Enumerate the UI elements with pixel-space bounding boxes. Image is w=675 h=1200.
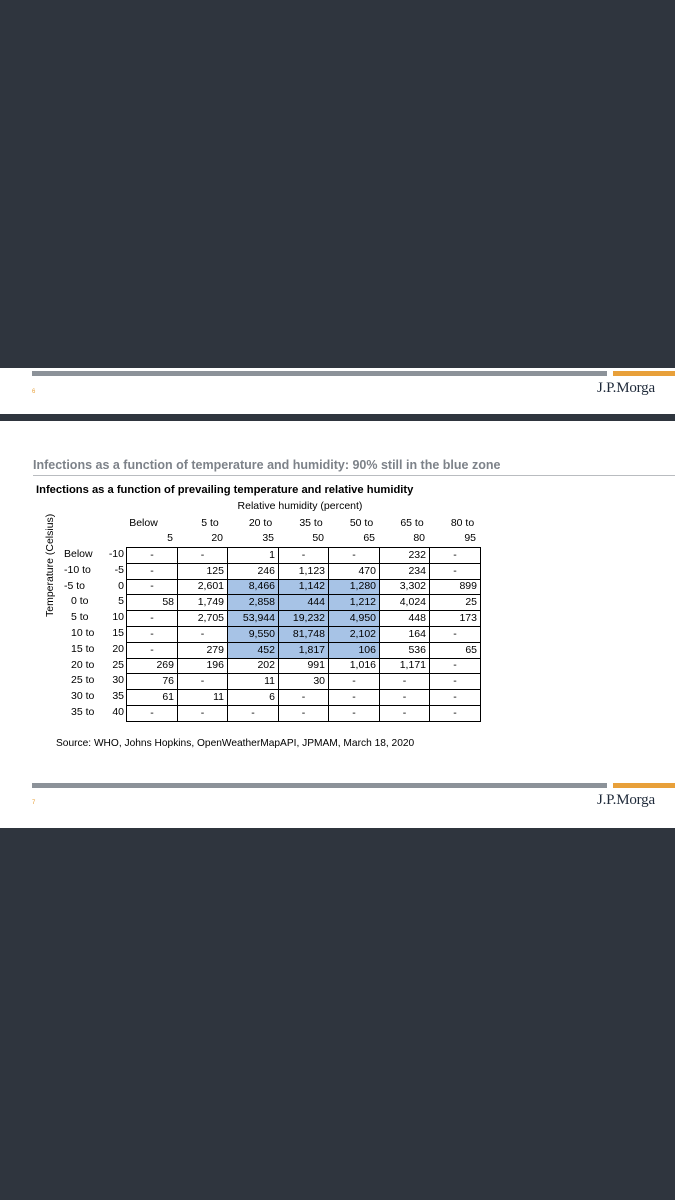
- data-table: [126, 547, 481, 722]
- table-cell: -: [279, 705, 329, 721]
- table-cell: 19,232: [279, 611, 329, 627]
- previous-slide-strip: [0, 368, 675, 414]
- table-cell: 8,466: [228, 579, 279, 595]
- table-row: [127, 548, 481, 564]
- table-cell: 1,016: [329, 658, 380, 674]
- table-cell: 2,705: [178, 611, 228, 627]
- table-row: [127, 658, 481, 674]
- table-cell: 234: [380, 563, 430, 579]
- column-header-line2: 20: [211, 532, 223, 544]
- table-cell: -: [279, 548, 329, 564]
- column-header-line1: 50 to: [349, 517, 374, 529]
- column-header-line1: 80 to: [450, 517, 475, 529]
- table-cell: -: [430, 626, 481, 642]
- row-label-from: 5 to: [71, 611, 89, 624]
- table-cell: -: [329, 705, 380, 721]
- table-cell: 1,749: [178, 595, 228, 611]
- table-row: [127, 579, 481, 595]
- row-label-to: 10: [112, 611, 124, 624]
- table-cell: 173: [430, 611, 481, 627]
- row-label-to: 30: [112, 674, 124, 687]
- row-axis-label: Temperature (Celsius): [44, 513, 56, 617]
- table-cell: 9,550: [228, 626, 279, 642]
- table-row: [127, 705, 481, 721]
- table-cell: 991: [279, 658, 329, 674]
- table-cell: 536: [380, 642, 430, 658]
- table-cell: 1,123: [279, 563, 329, 579]
- table-cell: 65: [430, 642, 481, 658]
- table-cell: -: [430, 658, 481, 674]
- row-label-to: 5: [118, 595, 124, 608]
- table-cell: -: [178, 674, 228, 690]
- table-cell: 444: [279, 595, 329, 611]
- row-label-from: -5 to: [64, 579, 86, 592]
- table-cell: -: [380, 705, 430, 721]
- row-label-to: -5: [114, 563, 124, 576]
- table-row: [127, 626, 481, 642]
- table-cell: 1,142: [279, 579, 329, 595]
- row-label-from: -10 to: [64, 563, 91, 576]
- brand-logo-text: J.P.Morga: [597, 792, 655, 808]
- page-number: 6: [32, 389, 36, 395]
- row-label-from: 15 to: [71, 642, 95, 655]
- table-cell: -: [127, 642, 178, 658]
- table-cell: 11: [228, 674, 279, 690]
- table-heading: Infections as a function of prevailing temperature and relative humidity: [36, 484, 414, 496]
- table-cell: 448: [380, 611, 430, 627]
- table-cell: 1,171: [380, 658, 430, 674]
- table-cell: -: [329, 548, 380, 564]
- column-header-line1: 5 to: [201, 517, 219, 529]
- table-cell: -: [430, 674, 481, 690]
- table-cell: 25: [430, 595, 481, 611]
- page-number: 7: [32, 800, 36, 806]
- table-cell: 1: [228, 548, 279, 564]
- table-cell: 232: [380, 548, 430, 564]
- table-cell: 81,748: [279, 626, 329, 642]
- row-label-to: 0: [118, 579, 124, 592]
- row-label-from: 30 to: [71, 690, 95, 703]
- column-header-line1: Below: [129, 517, 158, 529]
- table-cell: -: [329, 674, 380, 690]
- footer-rule-orange: [613, 783, 675, 788]
- table-cell: -: [127, 563, 178, 579]
- table-cell: 6: [228, 690, 279, 706]
- table-cell: -: [178, 548, 228, 564]
- column-header-line2: 50: [312, 532, 324, 544]
- row-label-from: 10 to: [71, 627, 95, 639]
- table-cell: 164: [380, 626, 430, 642]
- column-group-label: Relative humidity (percent): [237, 500, 363, 512]
- table-cell: 3,302: [380, 579, 430, 595]
- table-cell: 470: [329, 563, 380, 579]
- row-label-to: 40: [112, 706, 124, 718]
- table-cell: -: [178, 626, 228, 642]
- table-cell: 4,024: [380, 595, 430, 611]
- footer-rule-orange: [613, 371, 675, 376]
- row-label-to: 15: [112, 627, 124, 639]
- table-cell: -: [127, 705, 178, 721]
- table-cell: 58: [127, 595, 178, 611]
- table-cell: -: [127, 626, 178, 642]
- brand-logo-text: J.P.Morga: [597, 380, 655, 396]
- table-cell: -: [380, 674, 430, 690]
- table-cell: 202: [228, 658, 279, 674]
- table-cell: -: [430, 563, 481, 579]
- table-cell: -: [228, 705, 279, 721]
- table-cell: -: [329, 690, 380, 706]
- table-cell: 53,944: [228, 611, 279, 627]
- table-cell: -: [127, 579, 178, 595]
- table-cell: -: [430, 690, 481, 706]
- table-row: [127, 690, 481, 706]
- table-row: [127, 563, 481, 579]
- table-cell: -: [380, 690, 430, 706]
- footer-rule-gray: [32, 371, 607, 376]
- footer-rule-gray: [32, 783, 607, 788]
- column-header-line1: 20 to: [248, 517, 273, 529]
- table-cell: 125: [178, 563, 228, 579]
- table-cell: 452: [228, 642, 279, 658]
- table-cell: 1,212: [329, 595, 380, 611]
- table-cell: 899: [430, 579, 481, 595]
- table-cell: 2,858: [228, 595, 279, 611]
- table-cell: 61: [127, 690, 178, 706]
- table-row: [127, 642, 481, 658]
- table-cell: 11: [178, 690, 228, 706]
- table-cell: 246: [228, 563, 279, 579]
- title-rule: [33, 475, 675, 476]
- table-row: [127, 595, 481, 611]
- table-cell: 279: [178, 642, 228, 658]
- column-header-line1: 65 to: [400, 517, 424, 529]
- row-label-to: 25: [112, 658, 124, 671]
- table-cell: -: [430, 705, 481, 721]
- table-cell: -: [279, 690, 329, 706]
- table-cell: 1,817: [279, 642, 329, 658]
- column-header-line2: 80: [413, 532, 425, 544]
- row-label-from: 35 to: [71, 706, 95, 718]
- row-label-from: 0 to: [71, 595, 89, 608]
- source-note: Source: WHO, Johns Hopkins, OpenWeatherMapAPI, JPMAM, March 18, 2020: [56, 738, 415, 749]
- table-cell: 30: [279, 674, 329, 690]
- table-cell: -: [127, 548, 178, 564]
- table-cell: -: [430, 548, 481, 564]
- table-cell: 2,601: [178, 579, 228, 595]
- table-row: [127, 611, 481, 627]
- table-cell: 106: [329, 642, 380, 658]
- row-label-to: -10: [108, 548, 124, 560]
- column-header-line2: 65: [363, 532, 375, 544]
- row-label-from: Below: [64, 548, 93, 560]
- column-header-line2: 5: [167, 532, 173, 544]
- table-cell: -: [127, 611, 178, 627]
- column-header-line1: 35 to: [299, 517, 323, 529]
- table-cell: 196: [178, 658, 228, 674]
- row-label-from: 20 to: [71, 658, 95, 671]
- table-cell: 1,280: [329, 579, 380, 595]
- row-label-to: 20: [112, 642, 124, 655]
- row-label-to: 35: [112, 690, 124, 703]
- table-cell: 2,102: [329, 626, 380, 642]
- table-cell: 76: [127, 674, 178, 690]
- table-row: [127, 674, 481, 690]
- table-cell: 269: [127, 658, 178, 674]
- table-cell: 4,950: [329, 611, 380, 627]
- column-header-line2: 35: [262, 532, 274, 544]
- table-cell: -: [178, 705, 228, 721]
- slide-title: Infections as a function of temperature and humidity: 90% still in the blue zone: [33, 458, 501, 472]
- row-label-from: 25 to: [71, 674, 95, 687]
- column-header-line2: 95: [464, 532, 476, 544]
